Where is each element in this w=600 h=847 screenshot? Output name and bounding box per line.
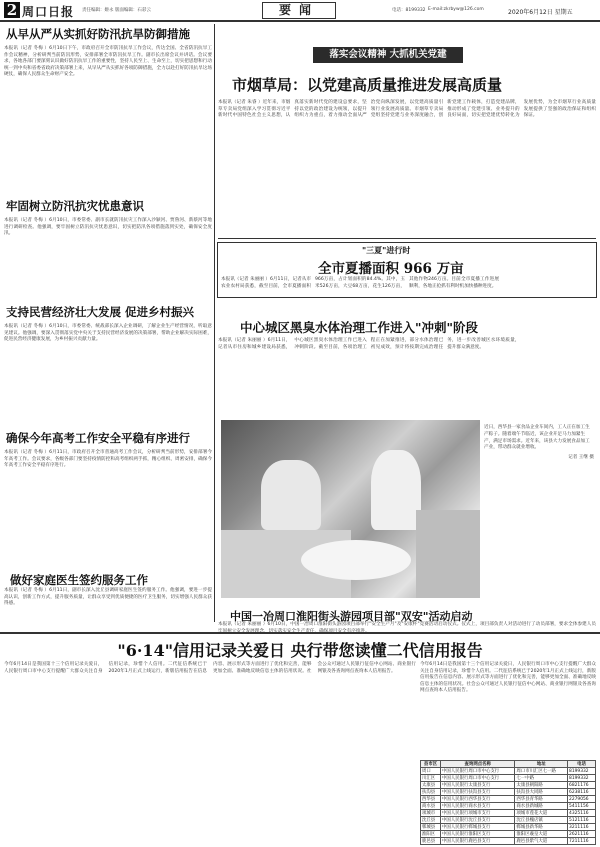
- lead-banner: 落实会议精神 大抓机关党建: [313, 47, 463, 63]
- table-cell: 中国人民银行沈丘县支行: [441, 817, 515, 824]
- table-header: 县市区: [421, 761, 441, 768]
- table-cell: 中国人民银行商水县支行: [441, 803, 515, 810]
- paper-name: 周口日报: [22, 5, 75, 19]
- section-rule: [0, 632, 600, 634]
- page-number: 2: [4, 2, 20, 18]
- table-cell: 周口: [421, 768, 441, 775]
- table-cell: 沈丘县: [421, 817, 441, 824]
- table-cell: 郸城县新华路: [515, 824, 568, 831]
- table-row: [421, 838, 596, 845]
- table-cell: 6238116: [568, 789, 596, 796]
- photo-caption: [484, 425, 594, 462]
- table-cell: 2621116: [568, 831, 596, 838]
- article-title: 做好家庭医生签约服务工作: [10, 573, 148, 587]
- summer-title: 全市夏播面积 966 万亩: [318, 261, 464, 277]
- article-body: 本报讯（记者 冬梅 ）6月10日下午，市政府召开全市防汛抗旱工作会议，传达全国、全省防汛抗旱工作会议精神，分析研判当前防汛形势，安排部署全市防汛抗旱工作。副市长出席会议并讲话。会议要求，各地各部门要深刻认识做好防汛抗旱工作的重要性，坚持人民至上、生命至上，切实把思想和行动统一到中央和省委省政府决策部署上来，从早从严从实抓好各项防御措施，全力以赴打好防汛抗旱这场硬仗，确保人民群众生命财产安全。: [4, 46, 212, 78]
- table-row: [421, 782, 596, 789]
- table-cell: 沈丘县槐店镇: [515, 817, 568, 824]
- table-cell: 5121116: [568, 817, 596, 824]
- article-body: 本报讯（记者 冬梅 ）6月10日，市委常委、统战部长深入企业调研，了解企业生产经营情况，听取意见建议。他强调，要深入贯彻落实党中央关于支持民营经济发展的决策部署，帮助企业解决实际困难，促进民营经济健康发展，为乡村振兴贡献力量。: [4, 324, 212, 343]
- table-cell: 8199332: [568, 775, 596, 782]
- table-cell: 中国人民银行西华县支行: [441, 796, 515, 803]
- table-cell: 3211116: [568, 824, 596, 831]
- article-title: 从早从严从实抓好防汛抗旱防御措施: [6, 27, 190, 41]
- table-cell: 中国人民银行鹿邑县支行: [441, 838, 515, 845]
- table-cell: 中国人民银行项城市支行: [441, 810, 515, 817]
- credit-title: "6·14"信用记录关爱日 央行带您读懂二代信用报告: [117, 641, 483, 660]
- table-cell: 项城市: [421, 810, 441, 817]
- left-column: [4, 24, 212, 594]
- table-cell: 扶沟县大同路: [515, 789, 568, 796]
- table-row: [421, 803, 596, 810]
- summer-story-box: [217, 242, 597, 298]
- summer-body: 本报讯（记者 朱丽丽 ）6月11日，记者从市农业农村局获悉，截至目前，全市夏播面积966万亩，占计划面积的84.4%。其中，玉米526万亩，大豆68万亩，花生126万亩，其他作物246万亩。目前全市夏播工作进展顺利，各地正抢抓有利时机加快播种进度。: [221, 277, 499, 289]
- table-header-row: [421, 761, 596, 768]
- table-cell: 2279056: [568, 796, 596, 803]
- table-cell: 中国人民银行太康县支行: [441, 782, 515, 789]
- table-cell: 商水县: [421, 803, 441, 810]
- table-cell: 中国人民银行周口市中心支行: [441, 768, 515, 775]
- table-row: [421, 824, 596, 831]
- article-title: 确保今年高考工作安全平稳有序进行: [6, 431, 190, 445]
- table-cell: 七一中路: [515, 775, 568, 782]
- photo-credit: 记者 王继 摄: [568, 455, 594, 461]
- issue-date: 2020年6月12日 星期五: [508, 9, 573, 16]
- email: E-mail:zkrbyw@126.com: [428, 7, 484, 12]
- section-rule: [218, 238, 596, 239]
- table-cell: 周口市川汇区七一路: [515, 768, 568, 775]
- table-cell: 淮阳区: [421, 831, 441, 838]
- table-cell: 鹿邑县: [421, 838, 441, 845]
- article-body: 本报讯（记者 冬梅 ）6月11日，副市长深入沈丘县调研家庭医生签约服务工作。他强调，要进一步提高认识，创新工作方式，提升服务质量，让群众享受到优质便捷的医疗卫生服务，切实增强人民群众获得感。: [4, 588, 212, 607]
- lead-title: 市烟草局：以党建高质量推进发展高质量: [232, 76, 503, 94]
- caption-text: 近日，西华县一家食品企业车间内，工人正在加工生产粽子。随着端午节临近，该企业开足马力加紧生产，满足市场需求。近年来，该县大力发展食品加工产业，带动群众就业增收。: [484, 425, 590, 451]
- table-cell: 7211116: [568, 838, 596, 845]
- table-row: [421, 768, 596, 775]
- editor-info: 责任编辑：姬永 版面编辑：石彩云: [82, 8, 151, 13]
- table-cell: 中国人民银行周口市中心支行: [441, 775, 515, 782]
- table-cell: 淮阳区羲皇大道: [515, 831, 568, 838]
- phone: 电话：8199332: [392, 8, 426, 13]
- table-cell: 5411156: [568, 803, 596, 810]
- table-cell: 郸城县: [421, 824, 441, 831]
- table-cell: 扶沟县: [421, 789, 441, 796]
- credit-body-continued: 今年6月14日是我国第十三个信用记录关爱日，人民银行周口市中心支行提醒广大群众关注自身信用记录，珍惜个人信用。二代征信系统已于2020年1月正式上线运行，新版信用报告在信息内容、展示形式等方面进行了优化和完善，能够更加全面、准确地反映信息主体的信用状况。社会公众可通过人民银行征信中心网站、商业银行网银及各查询网点查询本人信用报告。: [420, 662, 596, 694]
- table-header: 查询网点名称: [441, 761, 515, 768]
- city-body: 本报讯（记者 朱丽丽 ）6月11日，记者从市住房和城乡建设局获悉，中心城区黑臭水体治理工作已进入冲刺阶段。截至目前，各项治理工程正在加紧推进，部分水体治理已初见成效，预计将按期完成治理任务，进一步改善城区水环境质量，提升群众满意度。: [218, 338, 520, 350]
- table-row: [421, 817, 596, 824]
- article-body: 本报讯（记者 冬梅 ）6月11日，市政府召开全市普通高考工作会议，分析研判当前形势，安排部署今年高考工作。会议要求，各级各部门要坚持疫情防控和高考组织两手抓，精心组织、周密安排，确保今年高考工作安全平稳有序进行。: [4, 450, 212, 469]
- article-body: 本报讯（记者 冬梅 ）6月10日，市委常委、副市长就防汛抗灾工作深入沙颍河、贾鲁河、新蔡河等地进行调研检查。他强调，要牢固树立防汛抗灾忧患意识，切实把防汛各项措施落到实处，确保安全度汛。: [4, 218, 212, 237]
- table-cell: 中国人民银行扶沟县支行: [441, 789, 515, 796]
- masthead: [0, 0, 600, 19]
- section-title: 要闻: [262, 2, 336, 19]
- city-title: 中心城区黑臭水体治理工作进入"冲刺"阶段: [240, 320, 479, 335]
- table-cell: 8199332: [568, 768, 596, 775]
- table-header: 地址: [515, 761, 568, 768]
- table-header: 电话: [568, 761, 596, 768]
- activity-title: 中国一冶周口淮阳街头游园项目部"双安"活动启动: [230, 610, 473, 623]
- column-divider: [214, 24, 215, 622]
- table-row: [421, 810, 596, 817]
- table-cell: 项城市莲花大道: [515, 810, 568, 817]
- table-cell: 商水县新城路: [515, 803, 568, 810]
- table-cell: 西华县: [421, 796, 441, 803]
- header-rule: [0, 20, 600, 22]
- table-cell: 6821176: [568, 782, 596, 789]
- table-cell: 西华县青华路: [515, 796, 568, 803]
- table-row: [421, 789, 596, 796]
- left-bottom-article: [4, 572, 212, 622]
- credit-body: 今年6月14日是我国第十三个信用记录关爱日，人民银行周口市中心支行提醒广大群众关注自身信用记录，珍惜个人信用。二代征信系统已于2020年1月正式上线运行，新版信用报告在信息内容、展示形式等方面进行了优化和完善，能够更加全面、准确地反映信息主体的信用状况。社会公众可通过人民银行征信中心网站、商业银行网银及各查询网点查询本人信用报告。: [4, 662, 416, 674]
- table-cell: 4325116: [568, 810, 596, 817]
- table-cell: 川汇区: [421, 775, 441, 782]
- table-cell: 太康县: [421, 782, 441, 789]
- table-cell: 中国人民银行淮阳区支行: [441, 831, 515, 838]
- article-title: 支持民营经济壮大发展 促进乡村振兴: [6, 305, 195, 319]
- table-cell: 太康县朝阳路: [515, 782, 568, 789]
- table-row: [421, 831, 596, 838]
- news-photo: [221, 420, 480, 598]
- query-table: [420, 760, 596, 845]
- lead-body: 本报讯（记者 朱睿 ）近年来，市烟草专卖局党组深入学习贯彻习近平新时代中国特色社会主义思想，认真落实新时代党的建设总要求，坚持以党的政治建设为统领，以提升组织力为重点，着力推动全面从严治党向纵深发展，以党建高质量引领行业发展高质量。市烟草专卖局党组坚持党建与业务深度融合，创新党建工作载体，打造党建品牌，推动形成了党建引领、业务提升的良好局面，切实把党建优势转化为发展优势，为全市烟草行业高质量发展提供了坚强的政治保证和组织保证。: [218, 100, 596, 119]
- article-title: 牢固树立防汛抗灾忧患意识: [6, 199, 144, 213]
- table-cell: 鹿邑县紫气大道: [515, 838, 568, 845]
- activity-body: 本报讯（记者 朱丽丽 ）6月10日，中国一冶周口淮阳街头游园项目部举行"安全生产月"及"安康杯"竞赛活动启动仪式。仪式上，项目部负责人对活动进行了动员部署，要求全体参建人员: [218, 622, 596, 627]
- table-row: [421, 775, 596, 782]
- table-cell: 中国人民银行郸城县支行: [441, 824, 515, 831]
- summer-kicker: "三夏"进行时: [362, 245, 411, 255]
- table-row: [421, 796, 596, 803]
